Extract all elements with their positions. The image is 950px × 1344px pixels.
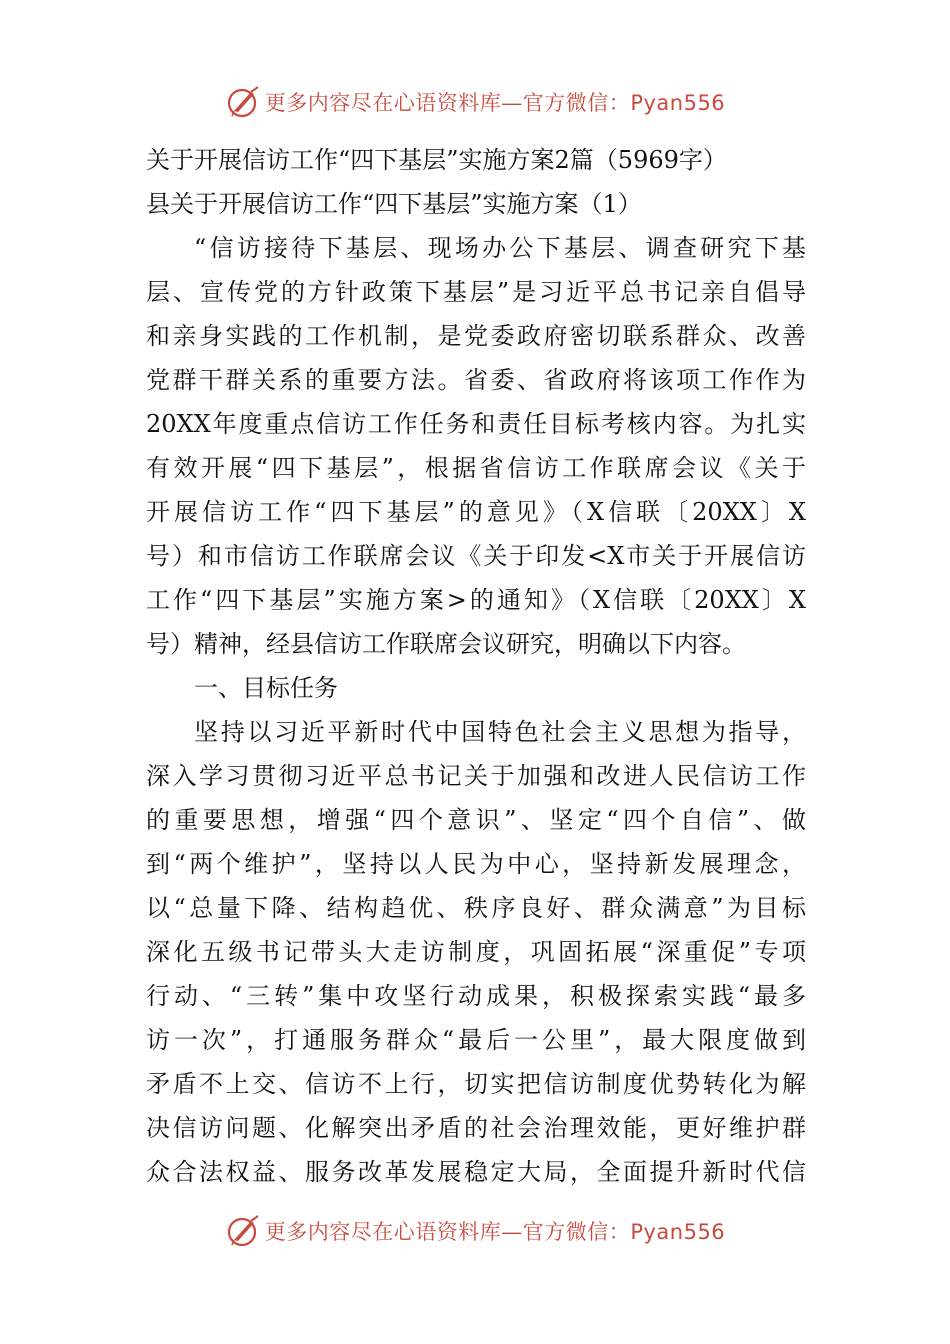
watermark-text: 更多内容尽在心语资料库—官方微信：Pyan556	[264, 1220, 726, 1244]
quill-logo-icon	[225, 84, 261, 120]
paragraph-line: 众合法权益、服务改革发展稳定大局，全面提升新时代信	[146, 1158, 806, 1186]
quill-logo-icon	[225, 1213, 261, 1249]
paragraph-line: 访一次”，打通服务群众“最后一公里”，最大限度做到	[146, 1026, 806, 1054]
paragraph-line: 开展信访工作“四下基层”的意见》（X信联〔20XX〕X	[146, 498, 806, 526]
paragraph-line: 和亲身实践的工作机制，是党委政府密切联系群众、改善	[146, 322, 806, 350]
watermark-footer	[0, 1211, 950, 1251]
paragraph-line: 号）和市信访工作联席会议《关于印发<X市关于开展信访	[146, 542, 806, 570]
paragraph-line: 的重要思想，增强“四个意识”、坚定“四个自信”、做	[146, 806, 806, 834]
paragraph-line: 号）精神，经县信访工作联席会议研究，明确以下内容。	[146, 630, 746, 658]
paragraph-line: 坚持以习近平新时代中国特色社会主义思想为指导，	[194, 718, 806, 746]
paragraph-line: 党群干群关系的重要方法。省委、省政府将该项工作作为	[146, 366, 806, 394]
watermark-header	[0, 82, 950, 122]
document-title: 关于开展信访工作“四下基层”实施方案2篇（5969字）	[146, 146, 727, 174]
paragraph-line: 深化五级书记带头大走访制度，巩固拓展“深重促”专项	[146, 938, 806, 966]
paragraph-line: 决信访问题、化解突出矛盾的社会治理效能，更好维护群	[146, 1114, 806, 1142]
section-heading: 一、目标任务	[194, 674, 338, 702]
watermark-handle: Pyan556	[630, 1220, 726, 1244]
paragraph-goals	[146, 710, 806, 1194]
document-body	[146, 138, 806, 1194]
paragraph-intro	[146, 226, 806, 666]
paragraph-line: 深入学习贯彻习近平总书记关于加强和改进人民信访工作	[146, 762, 806, 790]
paragraph-line: 以“总量下降、结构趋优、秩序良好、群众满意”为目标	[146, 894, 806, 922]
watermark-text: 更多内容尽在心语资料库—官方微信：Pyan556	[264, 91, 726, 115]
paragraph-line: 层、宣传党的方针政策下基层”是习近平总书记亲自倡导	[146, 278, 806, 306]
paragraph-line: “信访接待下基层、现场办公下基层、调查研究下基	[194, 234, 806, 262]
paragraph-line: 行动、“三转”集中攻坚行动成果，积极探索实践“最多	[146, 982, 806, 1010]
paragraph-line: 矛盾不上交、信访不上行，切实把信访制度优势转化为解	[146, 1070, 806, 1098]
paragraph-line: 工作“四下基层”实施方案>的通知》（X信联〔20XX〕X	[146, 586, 806, 614]
paragraph-line: 20XX年度重点信访工作任务和责任目标考核内容。为扎实	[146, 410, 806, 438]
paragraph-line: 有效开展“四下基层”，根据省信访工作联席会议《关于	[146, 454, 806, 482]
document-subtitle: 县关于开展信访工作“四下基层”实施方案（1）	[146, 190, 642, 218]
paragraph-line: 到“两个维护”，坚持以人民为中心，坚持新发展理念，	[146, 850, 806, 878]
watermark-handle: Pyan556	[630, 91, 726, 115]
